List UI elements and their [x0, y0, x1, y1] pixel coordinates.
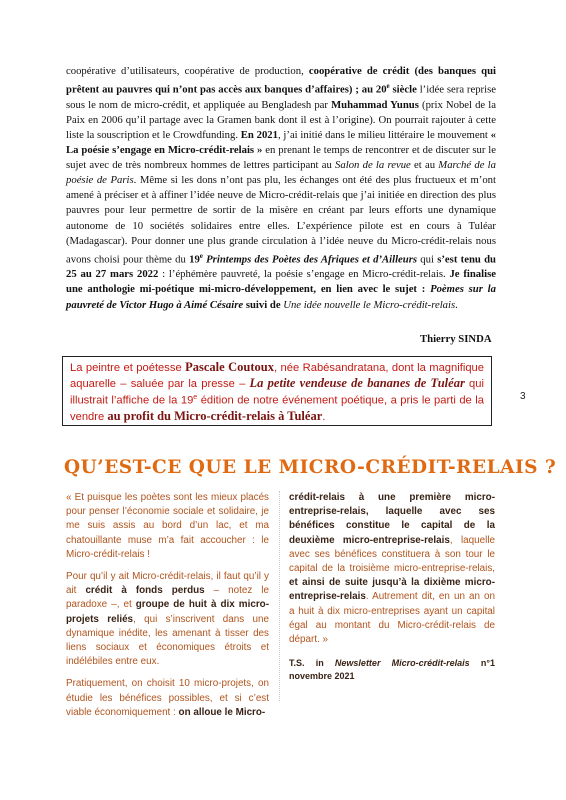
left-paragraph-2: Pour qu’il y ait Micro-crédit-relais, il faut qu’il y ait crédit à fonds perdus – notez le paradoxe –, et groupe de huit à dix micro-projets reliés, qui s’inscrivent dans une dynamique inédite, les amenant à tisser des liens sociaux et économiques étroits et indélébiles entre eux. [66, 571, 269, 668]
citation: T.S. in Newsletter Micro-crédit-relais n°1 novembre 2021 [289, 658, 495, 682]
right-paragraph-1: crédit-relais à une première micro-entreprise-relais, laquelle avec ses bénéfices constitue le capital de la deuxième micro-entreprise-relais, laquelle avec ses bénéfices constituera à son tour le capital de la troisième micro-entreprise-relais, et ainsi de suite jusqu’à la dixième micro-entreprise-relais. Autrement dit, en un an on a huit à dix micro-entreprises ayant un capital égal au montant du Micro-crédit-relais de départ. » [289, 492, 496, 646]
left-paragraph-1: « Et puisque les poètes sont les mieux placés pour penser l’économie sociale et solidaire, je me suis assis au bord d’un lac, et ma chatouillante muse m’a fait accoucher : le Micro-crédit-relais ! [66, 492, 269, 560]
right-column [289, 491, 495, 683]
article-paragraph: coopérative d’utilisateurs, coopérative de production, coopérative de crédit (des banques qui prêtent au pauvres qui n’ont pas accès aux banques d’affaires) ; au 20e siècle l’idée sera reprise sous le nom de micro-crédit, et appliquée au Bengladesh par Muhammad Yunus (prix Nobel de la Paix en 2006 qu’il partage avec la Gramen bank dont il est à l’origine). On pourrait rajouter à cette liste la souscription et le Crowdfunding. En 2021, j’ai initié dans le milieu littéraire le mouvement « La poésie s’engage en Micro-crédit-relais » en prenant le temps de rencontrer et de discuter sur le sujet avec de très nombreux hommes de lettres participant au Salon de la revue et au Marché de la poésie de Paris. Même si les dons n’ont pas plu, les échanges ont été des plus fructueux et m’ont amené à préciser et à affiner l’idée neuve de Micro-crédit-relais que j’ai initiée en direction des plus pauvres pour leur permettre de sortir de la misère en créant par leurs efforts une dynamique autonome de 10 sociétés solidaires entre elles. L’expérience pilote est en cours à Tuléar (Madagascar). Pour donner une plus grande circulation à l’idée neuve du Micro-crédit-relais nous avons choisi pour thème du 19e Printemps des Poètes des Afriques et d’Ailleurs qui s’est tenu du 25 au 27 mars 2022 : l’éphémère pauvreté, la poésie s’engage en Micro-crédit-relais. Je finalise une anthologie mi-poétique mi-micro-développement, en lien avec le sujet : Poèmes sur la pauvreté de Victor Hugo à Aimé Césaire suivi de Une idée nouvelle le Micro-crédit-relais. [66, 65, 497, 311]
page-number: 3 [520, 391, 526, 402]
left-paragraph-3: Pratiquement, on choisit 10 micro-projets, on étudie les bénéfices possibles, et si c’est viable économiquement : on alloue le Micro- [66, 678, 269, 718]
section-title: QU’EST-CE QUE LE MICRO-CRÉDIT-RELAIS ? [64, 457, 557, 478]
left-column [66, 491, 269, 728]
author-signature: Thierry SINDA [420, 333, 492, 345]
column-divider [279, 491, 280, 701]
announcement-box: La peintre et poétesse Pascale Coutoux, née Rabésandratana, dont la magnifique aquarelle – saluée par la presse – La petite vendeuse de bananes de Tuléar qui illustrait l’affiche de la 19e édition de notre événement poétique, a pris le parti de la vendre au profit du Micro-crédit-relais à Tuléar. [62, 356, 492, 426]
